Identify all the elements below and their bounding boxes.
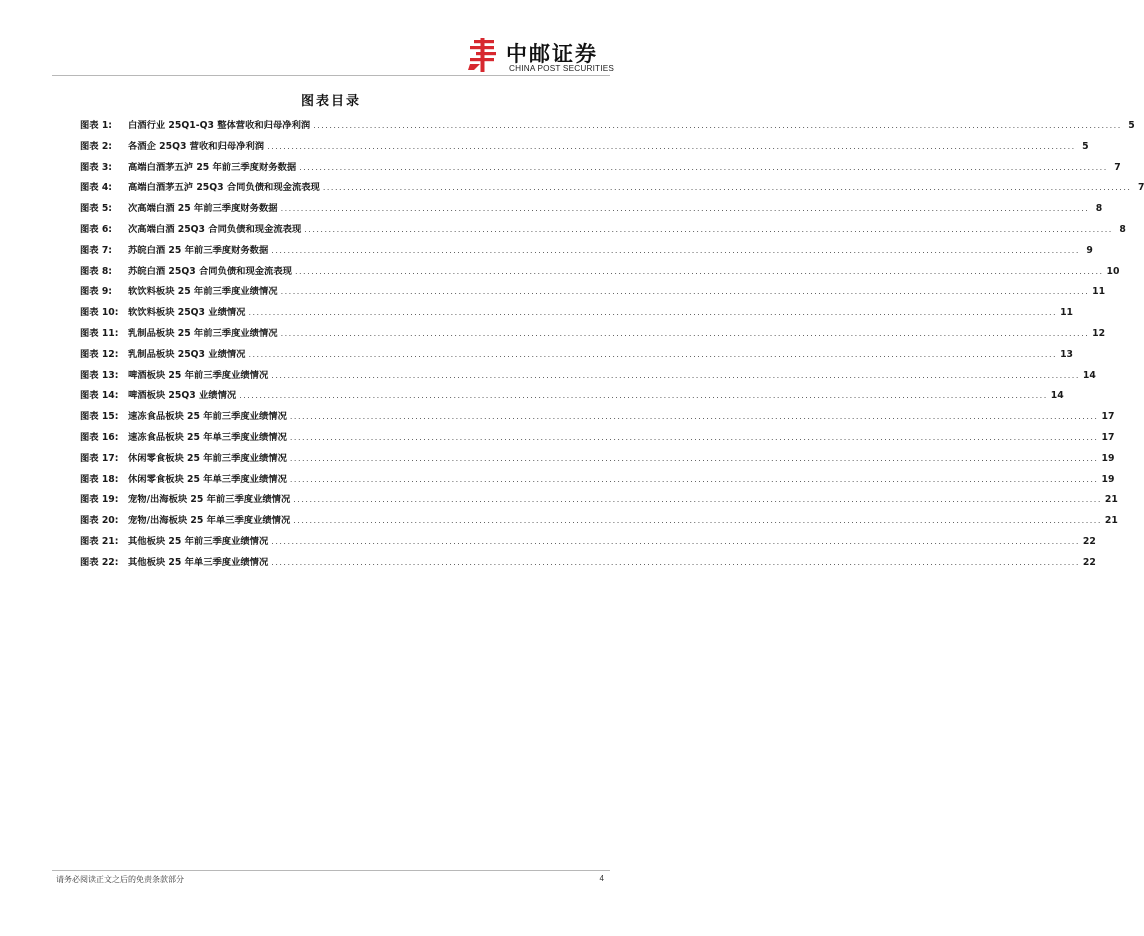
toc-entry[interactable] [80, 429, 1115, 450]
toc-entry-page: 14 [1050, 390, 1064, 402]
toc-entry-title: 高端白酒茅五泸 25 年前三季度财务数据 [128, 161, 297, 173]
toc-entry-page: 19 [1101, 452, 1115, 464]
brand-name-en: CHINA POST SECURITIES [509, 64, 615, 73]
toc-entry-title: 软饮料板块 25 年前三季度业绩情况 [128, 286, 278, 298]
toc-entry-page: 8 [1095, 203, 1103, 215]
toc-entry-page: 12 [1092, 327, 1106, 339]
toc-entry-label: 图表 3: [80, 161, 113, 173]
toc-dot-leader: ........................................................................................................................................................................................................ [271, 536, 1080, 546]
toc-entry-title: 乳制品板块 25Q3 业绩情况 [128, 348, 246, 360]
toc-dot-leader: ........................................................................................................................................................................................................ [304, 224, 1113, 234]
toc-dot-leader: ........................................................................................................................................................................................................ [280, 287, 1090, 297]
toc-entry-label: 图表 16: [80, 431, 119, 443]
toc-dot-leader: ........................................................................................................................................................................................................ [322, 183, 1132, 193]
toc-entry[interactable] [80, 138, 1089, 159]
toc-entry-page: 7 [1137, 182, 1144, 194]
toc-entry[interactable] [80, 367, 1096, 388]
toc-entry[interactable] [80, 159, 1121, 180]
toc-entry[interactable] [80, 263, 1120, 284]
toc-entry-title: 休闲零食板块 25 年前三季度业绩情况 [128, 452, 287, 464]
toc-entry-page: 13 [1060, 348, 1074, 360]
toc-entry-label: 图表 1: [80, 120, 113, 131]
toc-entry-title: 其他板块 25 年单三季度业绩情况 [128, 556, 269, 568]
toc-entry-title: 速冻食品板块 25 年单三季度业绩情况 [128, 431, 287, 443]
toc-dot-leader: ........................................................................................................................................................................................................ [294, 266, 1104, 276]
toc-dot-leader: ........................................................................................................................................................................................................ [267, 141, 1076, 151]
toc-entry-label: 图表 8: [80, 265, 113, 277]
toc-entry-label: 图表 18: [80, 473, 119, 485]
toc-dot-leader: ........................................................................................................................................................................................................ [280, 328, 1090, 338]
toc-dot-leader: ........................................................................................................................................................................................................ [271, 245, 1080, 255]
toc-entry-title: 次高端白酒 25 年前三季度财务数据 [128, 203, 278, 215]
toc-dot-leader: ........................................................................................................................................................................................................ [293, 495, 1102, 505]
toc-entry-title: 休闲零食板块 25 年单三季度业绩情况 [128, 473, 287, 485]
toc-entry[interactable] [80, 387, 1064, 408]
toc-entry[interactable] [80, 200, 1103, 221]
toc-entry-title: 速冻食品板块 25 年前三季度业绩情况 [128, 411, 287, 423]
toc-entry-page: 17 [1101, 411, 1115, 423]
toc-entry-page: 19 [1101, 473, 1115, 485]
toc-entry-page: 9 [1086, 244, 1093, 256]
page-number: 4 [599, 874, 604, 883]
toc-entry-label: 图表 4: [80, 182, 113, 194]
toc-dot-leader: ........................................................................................................................................................................................................ [248, 349, 1058, 359]
toc-entry-label: 图表 21: [80, 535, 119, 547]
toc-entry-page: 7 [1114, 161, 1121, 173]
page-header [0, 0, 662, 80]
toc-entry-page: 11 [1092, 286, 1106, 298]
toc-entry[interactable] [80, 242, 1093, 263]
toc-entry[interactable] [80, 533, 1096, 554]
toc-entry-title: 次高端白酒 25Q3 合同负债和现金流表现 [128, 223, 302, 235]
toc-entry-label: 图表 15: [80, 411, 119, 423]
toc-dot-leader: ........................................................................................................................................................................................................ [313, 121, 1122, 130]
toc-entry-title: 宠物/出海板块 25 年单三季度业绩情况 [128, 515, 291, 527]
toc-entry[interactable] [80, 221, 1126, 242]
toc-entry-page: 5 [1128, 120, 1135, 131]
toc-entry-label: 图表 7: [80, 244, 113, 256]
toc-entry[interactable] [80, 408, 1115, 429]
toc-entry-label: 图表 11: [80, 327, 119, 339]
toc-entry-page: 8 [1119, 223, 1126, 235]
toc-entry-label: 图表 9: [80, 286, 113, 298]
toc-entry[interactable] [80, 554, 1096, 575]
toc-dot-leader: ........................................................................................................................................................................................................ [293, 516, 1102, 526]
toc-entry-label: 图表 14: [80, 390, 119, 402]
china-post-logo-icon [468, 38, 498, 72]
toc-entry[interactable] [80, 450, 1115, 471]
toc-entry-label: 图表 22: [80, 556, 119, 568]
toc-entry-page: 11 [1060, 307, 1074, 319]
toc-entry-page: 10 [1106, 265, 1120, 277]
toc-dot-leader: ........................................................................................................................................................................................................ [289, 412, 1099, 422]
toc-entry-title: 乳制品板块 25 年前三季度业绩情况 [128, 327, 278, 339]
toc-entry[interactable] [80, 304, 1074, 325]
toc-entry[interactable] [80, 325, 1106, 346]
toc-entry[interactable] [80, 346, 1074, 367]
toc-entry-title: 苏皖白酒 25 年前三季度财务数据 [128, 244, 269, 256]
page-title: 图表目录 [300, 94, 361, 109]
toc-dot-leader: ........................................................................................................................................................................................................ [239, 391, 1048, 401]
toc-dot-leader: ........................................................................................................................................................................................................ [299, 162, 1108, 172]
brand-name-cn: 中邮证券 [506, 42, 598, 66]
toc-entry-page: 22 [1082, 535, 1096, 547]
toc-entry-label: 图表 19: [80, 494, 119, 506]
footer-divider [52, 870, 610, 871]
toc-entry-page: 22 [1082, 556, 1096, 568]
table-of-figures [80, 117, 1144, 575]
toc-entry-page: 21 [1104, 515, 1118, 527]
toc-dot-leader: ........................................................................................................................................................................................................ [248, 308, 1058, 318]
toc-entry[interactable] [80, 117, 1135, 138]
toc-entry-title: 宠物/出海板块 25 年前三季度业绩情况 [128, 494, 291, 506]
toc-entry-page: 17 [1101, 431, 1115, 443]
toc-entry-title: 其他板块 25 年前三季度业绩情况 [128, 535, 269, 547]
toc-entry-page: 21 [1104, 494, 1118, 506]
footer-disclaimer: 请务必阅读正文之后的免责条款部分 [56, 875, 184, 884]
toc-entry-title: 啤酒板块 25Q3 业绩情况 [128, 390, 237, 402]
toc-entry-label: 图表 12: [80, 348, 119, 360]
toc-entry-label: 图表 17: [80, 452, 119, 464]
toc-dot-leader: ........................................................................................................................................................................................................ [271, 557, 1080, 567]
toc-dot-leader: ........................................................................................................................................................................................................ [271, 370, 1080, 380]
header-divider [52, 75, 610, 76]
toc-entry-title: 啤酒板块 25 年前三季度业绩情况 [128, 369, 269, 381]
toc-entry-title: 软饮料板块 25Q3 业绩情况 [128, 307, 246, 319]
toc-entry-page: 14 [1082, 369, 1096, 381]
toc-dot-leader: ........................................................................................................................................................................................................ [289, 474, 1099, 484]
toc-entry[interactable] [80, 179, 1144, 200]
toc-entry[interactable] [80, 491, 1118, 512]
toc-entry-label: 图表 10: [80, 307, 119, 319]
toc-entry[interactable] [80, 512, 1118, 533]
toc-entry-label: 图表 2: [80, 140, 113, 152]
toc-entry-title: 白酒行业 25Q1-Q3 整体营收和归母净利润 [128, 120, 311, 131]
toc-entry[interactable] [80, 283, 1106, 304]
toc-entry-label: 图表 20: [80, 515, 119, 527]
toc-entry[interactable] [80, 471, 1115, 492]
toc-entry-label: 图表 6: [80, 223, 113, 235]
toc-entry-title: 苏皖白酒 25Q3 合同负债和现金流表现 [128, 265, 292, 277]
toc-entry-title: 各酒企 25Q3 营收和归母净利润 [128, 140, 265, 152]
toc-entry-page: 5 [1082, 140, 1089, 152]
toc-entry-title: 高端白酒茅五泸 25Q3 合同负债和现金流表现 [128, 182, 320, 194]
toc-dot-leader: ........................................................................................................................................................................................................ [280, 204, 1090, 214]
toc-dot-leader: ........................................................................................................................................................................................................ [289, 453, 1099, 463]
toc-dot-leader: ........................................................................................................................................................................................................ [289, 432, 1099, 442]
toc-entry-label: 图表 5: [80, 203, 113, 215]
toc-entry-label: 图表 13: [80, 369, 119, 381]
